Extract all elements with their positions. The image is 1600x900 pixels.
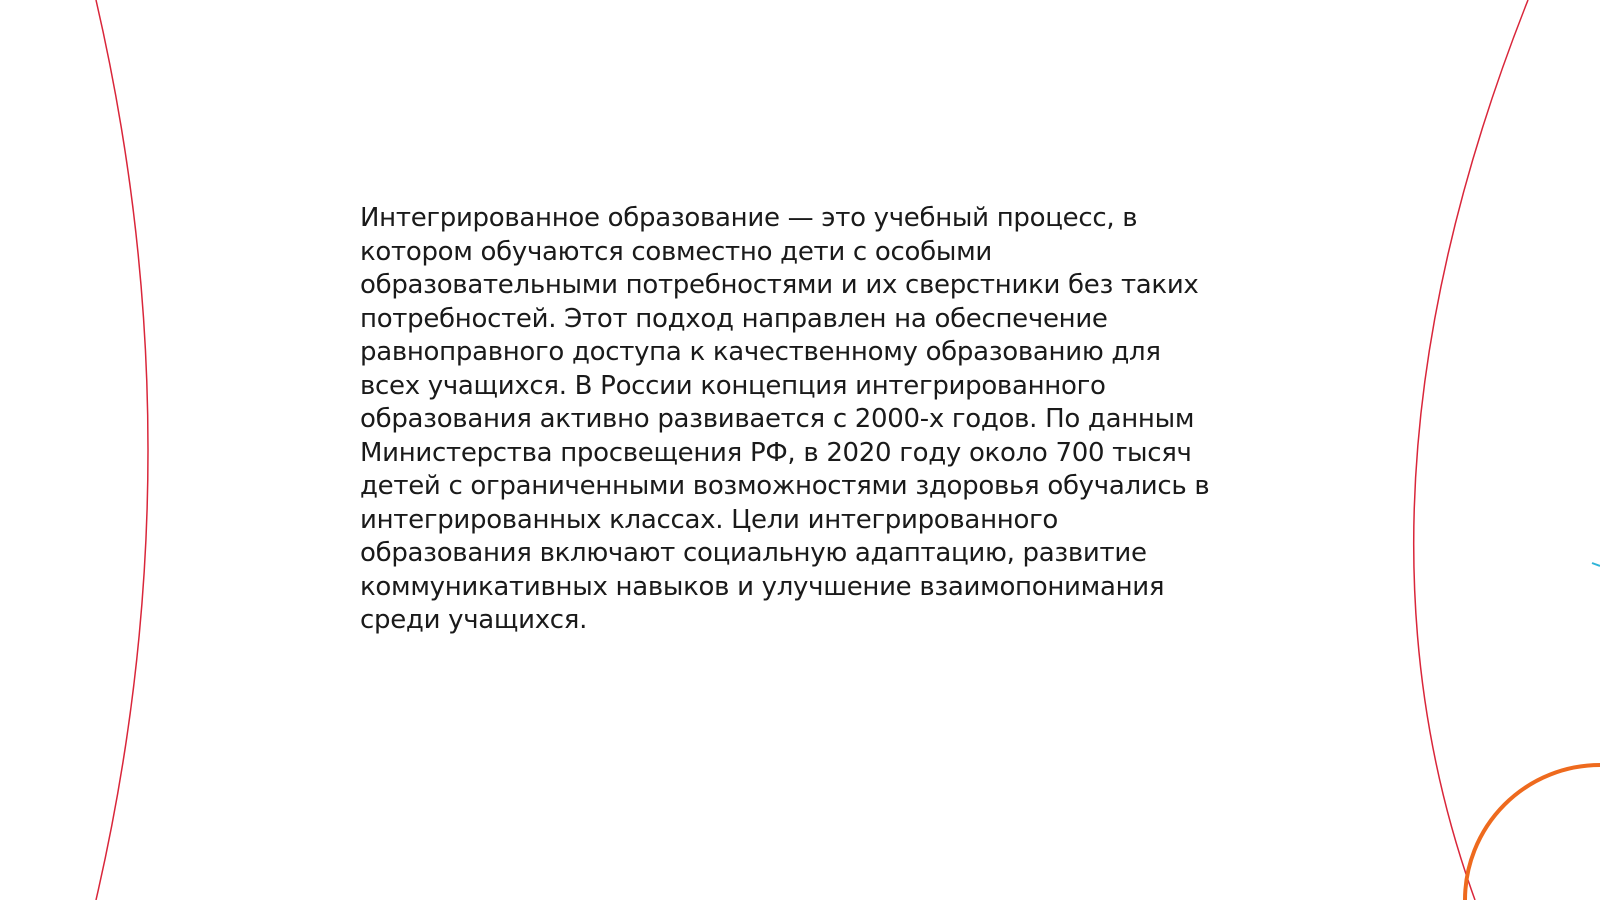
- paragraph-line: образования включают социальную адаптацию, развитие: [360, 538, 1147, 568]
- left-arc: [96, 0, 148, 900]
- right-arc: [1414, 0, 1528, 900]
- main-paragraph: [360, 202, 1240, 638]
- paragraph-line: всех учащихся. В России концепция интегрированного: [360, 370, 1106, 401]
- paragraph-line: интегрированных классах. Цели интегрированного: [360, 504, 1059, 535]
- paragraph-line: среди учащихся.: [360, 605, 588, 635]
- paragraph-line: коммуникативных навыков и улучшение взаимопонимания: [360, 571, 1165, 602]
- paragraph-line: равноправного доступа к качественному образованию для: [360, 337, 1161, 367]
- paragraph-line: потребностей. Этот подход направлен на обеспечение: [360, 303, 1108, 334]
- paragraph-line: Интегрированное образование — это учебный процесс, в: [360, 203, 1138, 233]
- accent-mark: [1592, 563, 1600, 566]
- paragraph-line: образования активно развивается с 2000-х годов. По данным: [360, 404, 1195, 434]
- paragraph-line: образовательными потребностями и их сверстники без таких: [360, 270, 1199, 300]
- corner-circle: [1465, 765, 1600, 900]
- paragraph-line: котором обучаются совместно дети с особыми: [360, 236, 992, 267]
- paragraph-line: детей с ограниченными возможностями здоровья обучались в: [360, 471, 1210, 501]
- paragraph-line: Министерства просвещения РФ, в 2020 году около 700 тысяч: [360, 437, 1192, 468]
